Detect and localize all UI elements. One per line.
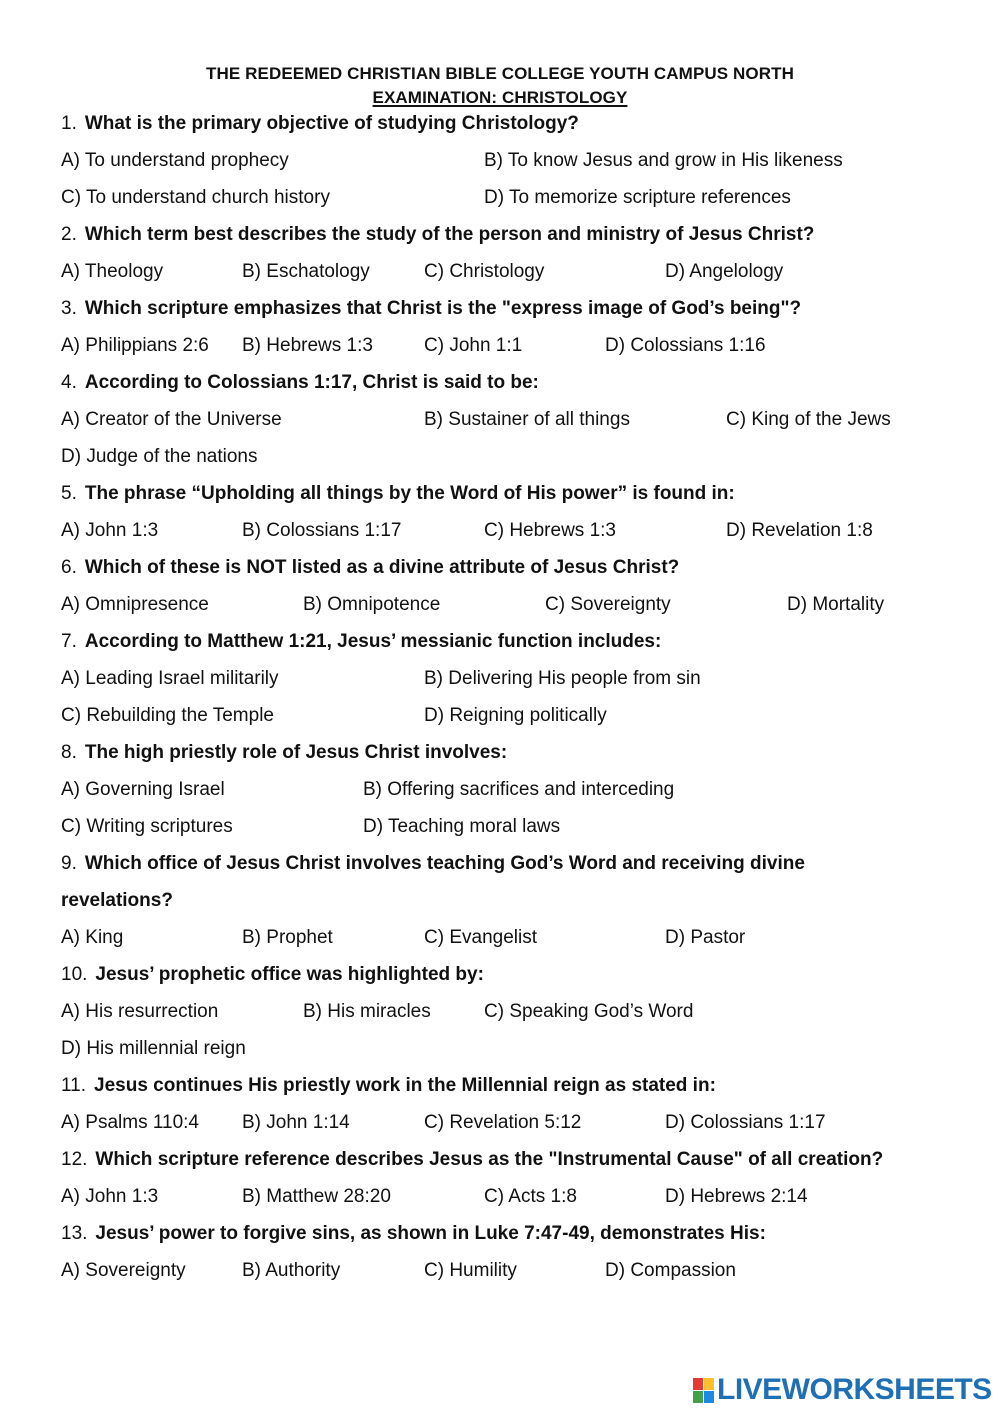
option-12d[interactable]: D) Hebrews 2:14: [665, 1186, 808, 1207]
option-7c[interactable]: C) Rebuilding the Temple: [61, 705, 274, 726]
liveworksheets-logo: [693, 1373, 992, 1407]
option-6c[interactable]: C) Sovereignty: [545, 594, 671, 615]
option-11d[interactable]: D) Colossians 1:17: [665, 1112, 826, 1133]
logo-blocks-icon: [693, 1378, 714, 1403]
question-4: [61, 371, 539, 395]
question-number: 3.: [61, 298, 77, 319]
question-number: 4.: [61, 372, 77, 393]
option-5a[interactable]: A) John 1:3: [61, 520, 159, 541]
option-11b[interactable]: B) John 1:14: [242, 1112, 350, 1133]
option-5d[interactable]: D) Revelation 1:8: [726, 520, 873, 541]
question-text: Which office of Jesus Christ involves teaching God’s Word and receiving divine: [84, 853, 805, 874]
question-7: [61, 630, 661, 654]
logo-text: LIVEWORKSHEETS: [717, 1373, 992, 1406]
exam-title: [0, 88, 1000, 108]
question-12: [61, 1148, 883, 1172]
option-6a[interactable]: A) Omnipresence: [61, 594, 209, 615]
question-6: [61, 556, 679, 580]
option-12a[interactable]: A) John 1:3: [61, 1186, 159, 1207]
question-text: According to Matthew 1:21, Jesus’ messianic function includes:: [84, 631, 662, 652]
option-3a[interactable]: A) Philippians 2:6: [61, 335, 209, 356]
question-number: 13.: [61, 1223, 88, 1244]
option-9d[interactable]: D) Pastor: [665, 927, 746, 948]
option-2c[interactable]: C) Christology: [424, 261, 545, 282]
option-6d[interactable]: D) Mortality: [787, 594, 885, 615]
option-2a[interactable]: A) Theology: [61, 261, 164, 282]
option-9b[interactable]: B) Prophet: [242, 927, 333, 948]
option-5b[interactable]: B) Colossians 1:17: [242, 520, 402, 541]
option-6b[interactable]: B) Omnipotence: [303, 594, 441, 615]
option-13a[interactable]: A) Sovereignty: [61, 1260, 186, 1281]
option-10c[interactable]: C) Speaking God’s Word: [484, 1001, 694, 1022]
option-1c[interactable]: C) To understand church history: [61, 187, 330, 208]
option-9c[interactable]: C) Evangelist: [424, 927, 537, 948]
option-13d[interactable]: D) Compassion: [605, 1260, 736, 1281]
question-10: [61, 963, 484, 987]
option-9a[interactable]: A) King: [61, 927, 124, 948]
question-text: According to Colossians 1:17, Christ is said to be:: [84, 372, 539, 393]
question-text: Jesus’ prophetic office was highlighted by:: [95, 964, 484, 985]
option-12b[interactable]: B) Matthew 28:20: [242, 1186, 391, 1207]
option-13c[interactable]: C) Humility: [424, 1260, 517, 1281]
question-9: [61, 852, 805, 876]
option-4b[interactable]: B) Sustainer of all things: [424, 409, 630, 430]
option-11c[interactable]: C) Revelation 5:12: [424, 1112, 582, 1133]
option-8a[interactable]: A) Governing Israel: [61, 779, 225, 800]
question-text: Which scripture reference describes Jesus as the "Instrumental Cause" of all creation?: [95, 1149, 884, 1170]
exam-title-text: EXAMINATION: CHRISTOLOGY: [372, 88, 628, 107]
question-8: [61, 741, 507, 765]
question-13: [61, 1222, 766, 1246]
institution-title: THE REDEEMED CHRISTIAN BIBLE COLLEGE YOUTH CAMPUS NORTH: [206, 64, 794, 83]
option-3b[interactable]: B) Hebrews 1:3: [242, 335, 373, 356]
question-number: 10.: [61, 964, 88, 985]
option-4d[interactable]: D) Judge of the nations: [61, 446, 258, 467]
option-8b[interactable]: B) Offering sacrifices and interceding: [363, 779, 675, 800]
option-7b[interactable]: B) Delivering His people from sin: [424, 668, 701, 689]
question-text: Jesus continues His priestly work in the Millennial reign as stated in:: [94, 1075, 716, 1096]
option-7a[interactable]: A) Leading Israel militarily: [61, 668, 279, 689]
option-11a[interactable]: A) Psalms 110:4: [61, 1112, 199, 1133]
option-10d[interactable]: D) His millennial reign: [61, 1038, 246, 1059]
option-3d[interactable]: D) Colossians 1:16: [605, 335, 766, 356]
question-text: What is the primary objective of studying Christology?: [84, 113, 579, 134]
option-8c[interactable]: C) Writing scriptures: [61, 816, 233, 837]
question-number: 7.: [61, 631, 77, 652]
option-8d[interactable]: D) Teaching moral laws: [363, 816, 561, 837]
option-10a[interactable]: A) His resurrection: [61, 1001, 219, 1022]
option-4a[interactable]: A) Creator of the Universe: [61, 409, 282, 430]
question-text: Which of these is NOT listed as a divine attribute of Jesus Christ?: [84, 557, 680, 578]
option-4c[interactable]: C) King of the Jews: [726, 409, 891, 430]
option-5c[interactable]: C) Hebrews 1:3: [484, 520, 616, 541]
option-10b[interactable]: B) His miracles: [303, 1001, 431, 1022]
question-text: The phrase “Upholding all things by the Word of His power” is found in:: [84, 483, 735, 504]
question-number: 6.: [61, 557, 77, 578]
option-1a[interactable]: A) To understand prophecy: [61, 150, 289, 171]
question-9-continued: revelations?: [61, 890, 173, 911]
question-text: Which term best describes the study of the person and ministry of Jesus Christ?: [84, 224, 815, 245]
question-11: [61, 1074, 716, 1098]
question-3: [61, 297, 801, 321]
question-number: 12.: [61, 1149, 88, 1170]
question-number: 2.: [61, 224, 77, 245]
question-number: 5.: [61, 483, 77, 504]
question-text: Which scripture emphasizes that Christ is the "express image of God’s being"?: [84, 298, 802, 319]
question-text: Jesus’ power to forgive sins, as shown in Luke 7:47-49, demonstrates His:: [95, 1223, 766, 1244]
option-7d[interactable]: D) Reigning politically: [424, 705, 607, 726]
option-12c[interactable]: C) Acts 1:8: [484, 1186, 577, 1207]
question-1: [61, 112, 579, 136]
option-13b[interactable]: B) Authority: [242, 1260, 341, 1281]
option-3c[interactable]: C) John 1:1: [424, 335, 523, 356]
question-text: The high priestly role of Jesus Christ involves:: [84, 742, 508, 763]
question-number: 1.: [61, 113, 77, 134]
option-2b[interactable]: B) Eschatology: [242, 261, 370, 282]
question-number: 9.: [61, 853, 77, 874]
option-1b[interactable]: B) To know Jesus and grow in His likeness: [484, 150, 843, 171]
question-number: 11.: [61, 1075, 87, 1096]
question-number: 8.: [61, 742, 77, 763]
question-2: [61, 223, 814, 247]
question-5: [61, 482, 735, 506]
option-2d[interactable]: D) Angelology: [665, 261, 784, 282]
option-1d[interactable]: D) To memorize scripture references: [484, 187, 791, 208]
